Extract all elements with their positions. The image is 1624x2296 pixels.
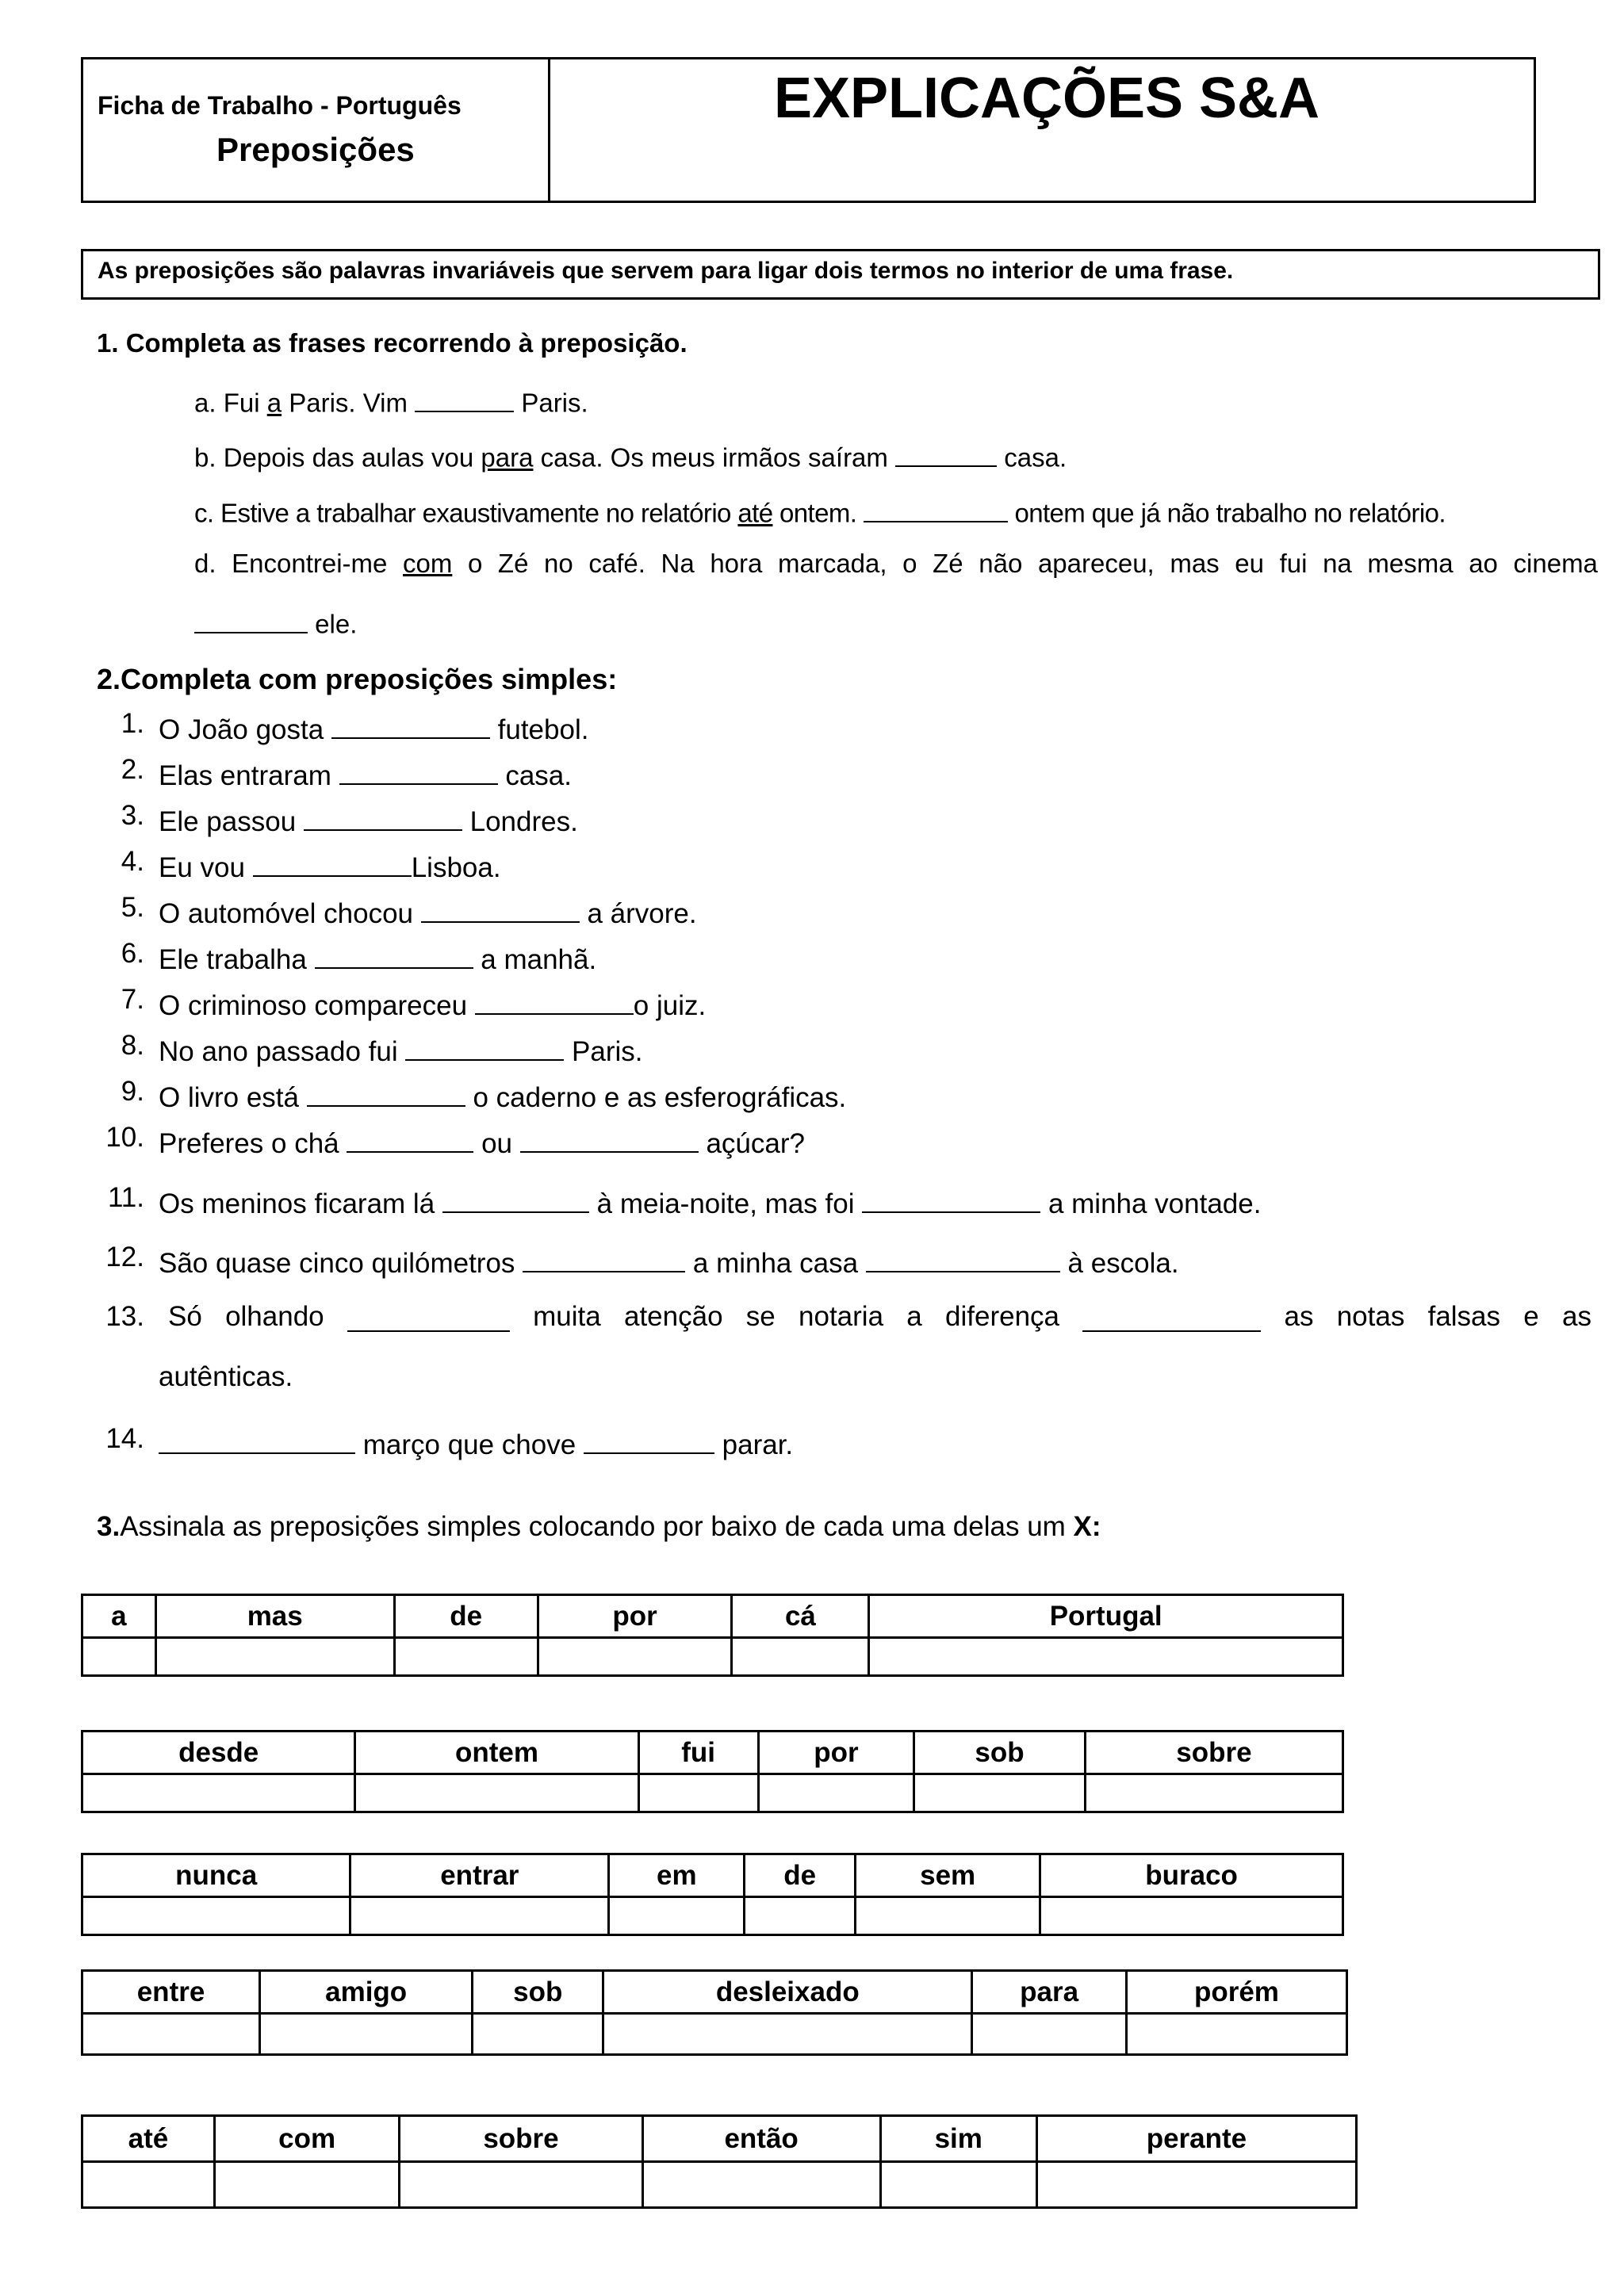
mark-cell[interactable]: [914, 1774, 1086, 1812]
ex3-title: 3.Assinala as preposições simples colocando por baixo de cada uma delas um X:: [97, 1511, 1101, 1542]
mark-cell[interactable]: [972, 2014, 1127, 2055]
given-preposition: com: [403, 549, 453, 578]
word-cell: entre: [82, 1971, 260, 2014]
answer-blank[interactable]: [405, 1030, 564, 1061]
mark-cell[interactable]: [1036, 2162, 1356, 2208]
answer-blank[interactable]: [307, 1076, 465, 1107]
word-cell: Portugal: [869, 1595, 1343, 1638]
ex2-title: 2.Completa com preposições simples:: [97, 663, 618, 695]
answer-blank[interactable]: [339, 754, 498, 785]
word-table-4: [81, 1969, 1348, 2056]
mark-cell[interactable]: [758, 1774, 914, 1812]
word-table-1: [81, 1594, 1344, 1677]
mark-cell[interactable]: [1040, 1897, 1343, 1935]
answer-blank[interactable]: [475, 984, 634, 1015]
ex1-title: 1. Completa as frases recorrendo à preposição.: [97, 328, 688, 358]
word-cell: então: [642, 2116, 880, 2162]
word-cell: em: [609, 1854, 745, 1897]
mark-cell[interactable]: [869, 1638, 1343, 1676]
word-table-5: [81, 2114, 1358, 2209]
answer-blank[interactable]: [520, 1122, 699, 1153]
word-cell: amigo: [260, 1971, 473, 2014]
answer-blank[interactable]: [253, 846, 412, 877]
answer-blank[interactable]: [584, 1423, 714, 1454]
mark-cell[interactable]: [82, 2014, 260, 2055]
word-table-2: [81, 1730, 1344, 1813]
header-divider: [548, 59, 550, 201]
given-preposition: a: [266, 388, 282, 418]
word-cell: desleixado: [603, 1971, 972, 2014]
answer-blank[interactable]: [895, 438, 997, 467]
answer-blank[interactable]: [442, 1182, 589, 1213]
word-cell: com: [214, 2116, 399, 2162]
word-cell: sobre: [1085, 1732, 1342, 1774]
given-preposition: até: [737, 498, 773, 528]
worksheet-subject: Ficha de Trabalho - Português: [98, 91, 462, 120]
mark-cell[interactable]: [82, 1774, 355, 1812]
worksheet-topic: Preposições: [216, 131, 415, 168]
mark-cell[interactable]: [745, 1897, 856, 1935]
answer-blank[interactable]: [159, 1423, 355, 1454]
word-cell: sob: [473, 1971, 603, 2014]
mark-cell[interactable]: [155, 1638, 394, 1676]
mark-cell[interactable]: [880, 2162, 1036, 2208]
answer-blank[interactable]: [523, 1242, 685, 1272]
answer-blank[interactable]: [421, 892, 580, 923]
word-cell: fui: [638, 1732, 758, 1774]
answer-blank[interactable]: [1082, 1301, 1261, 1332]
word-cell: por: [538, 1595, 732, 1638]
word-table-3: [81, 1853, 1344, 1936]
mark-cell[interactable]: [82, 1638, 156, 1676]
school-name: EXPLICAÇÕES S&A: [773, 67, 1320, 130]
mark-cell[interactable]: [856, 1897, 1040, 1935]
answer-blank[interactable]: [415, 383, 514, 412]
mark-cell[interactable]: [609, 1897, 745, 1935]
answer-blank[interactable]: [862, 1182, 1040, 1213]
word-cell: de: [745, 1854, 856, 1897]
word-cell: ontem: [355, 1732, 638, 1774]
ex1-item-b: b. Depois das aulas vou para casa. Os meus irmãos saíram casa.: [194, 438, 1067, 473]
word-cell: mas: [155, 1595, 394, 1638]
word-cell: sob: [914, 1732, 1086, 1774]
word-cell: a: [82, 1595, 156, 1638]
mark-cell[interactable]: [638, 1774, 758, 1812]
word-cell: sim: [880, 2116, 1036, 2162]
word-cell: desde: [82, 1732, 355, 1774]
word-cell: de: [394, 1595, 538, 1638]
word-cell: entrar: [350, 1854, 609, 1897]
mark-cell[interactable]: [642, 2162, 880, 2208]
mark-cell[interactable]: [350, 1897, 609, 1935]
word-cell: nunca: [82, 1854, 350, 1897]
word-cell: buraco: [1040, 1854, 1343, 1897]
answer-blank[interactable]: [304, 800, 462, 831]
answer-blank[interactable]: [331, 708, 490, 739]
word-cell: sobre: [400, 2116, 642, 2162]
given-preposition: para: [481, 442, 534, 473]
answer-blank[interactable]: [347, 1301, 510, 1332]
ex1-item-d: d. Encontrei-me com o Zé no café. Na hora marcada, o Zé não apareceu, mas eu fui na mesma ao cinema: [194, 549, 1598, 578]
header-box: [81, 57, 1536, 203]
word-cell: porém: [1126, 1971, 1346, 2014]
mark-cell[interactable]: [400, 2162, 642, 2208]
answer-blank[interactable]: [866, 1242, 1060, 1272]
word-cell: por: [758, 1732, 914, 1774]
definition-box: As preposições são palavras invariáveis que servem para ligar dois termos no interior de uma frase.: [81, 249, 1600, 300]
ex1-item-c: c. Estive a trabalhar exaustivamente no relatório até ontem. ontem que já não trabalho no relatório.: [194, 493, 1446, 529]
mark-cell[interactable]: [1085, 1774, 1342, 1812]
mark-cell[interactable]: [82, 2162, 215, 2208]
mark-cell[interactable]: [260, 2014, 473, 2055]
mark-cell[interactable]: [214, 2162, 399, 2208]
mark-cell[interactable]: [473, 2014, 603, 2055]
mark-cell[interactable]: [538, 1638, 732, 1676]
word-cell: sem: [856, 1854, 1040, 1897]
mark-cell[interactable]: [394, 1638, 538, 1676]
answer-blank[interactable]: [194, 604, 308, 633]
word-cell: perante: [1036, 2116, 1356, 2162]
mark-cell[interactable]: [355, 1774, 638, 1812]
mark-cell[interactable]: [82, 1897, 350, 1935]
mark-cell[interactable]: [732, 1638, 869, 1676]
mark-cell[interactable]: [603, 2014, 972, 2055]
ex2-item-13-continued: autênticas.: [159, 1361, 293, 1392]
ex1-item-a: a. Fui a Paris. Vim Paris.: [194, 383, 588, 419]
word-cell: até: [82, 2116, 215, 2162]
word-cell: cá: [732, 1595, 869, 1638]
answer-blank[interactable]: [315, 938, 473, 969]
mark-cell[interactable]: [1126, 2014, 1346, 2055]
answer-blank[interactable]: [864, 493, 1008, 522]
ex1-item-d-continued: ele.: [194, 604, 357, 640]
word-cell: para: [972, 1971, 1127, 2014]
answer-blank[interactable]: [347, 1122, 473, 1153]
